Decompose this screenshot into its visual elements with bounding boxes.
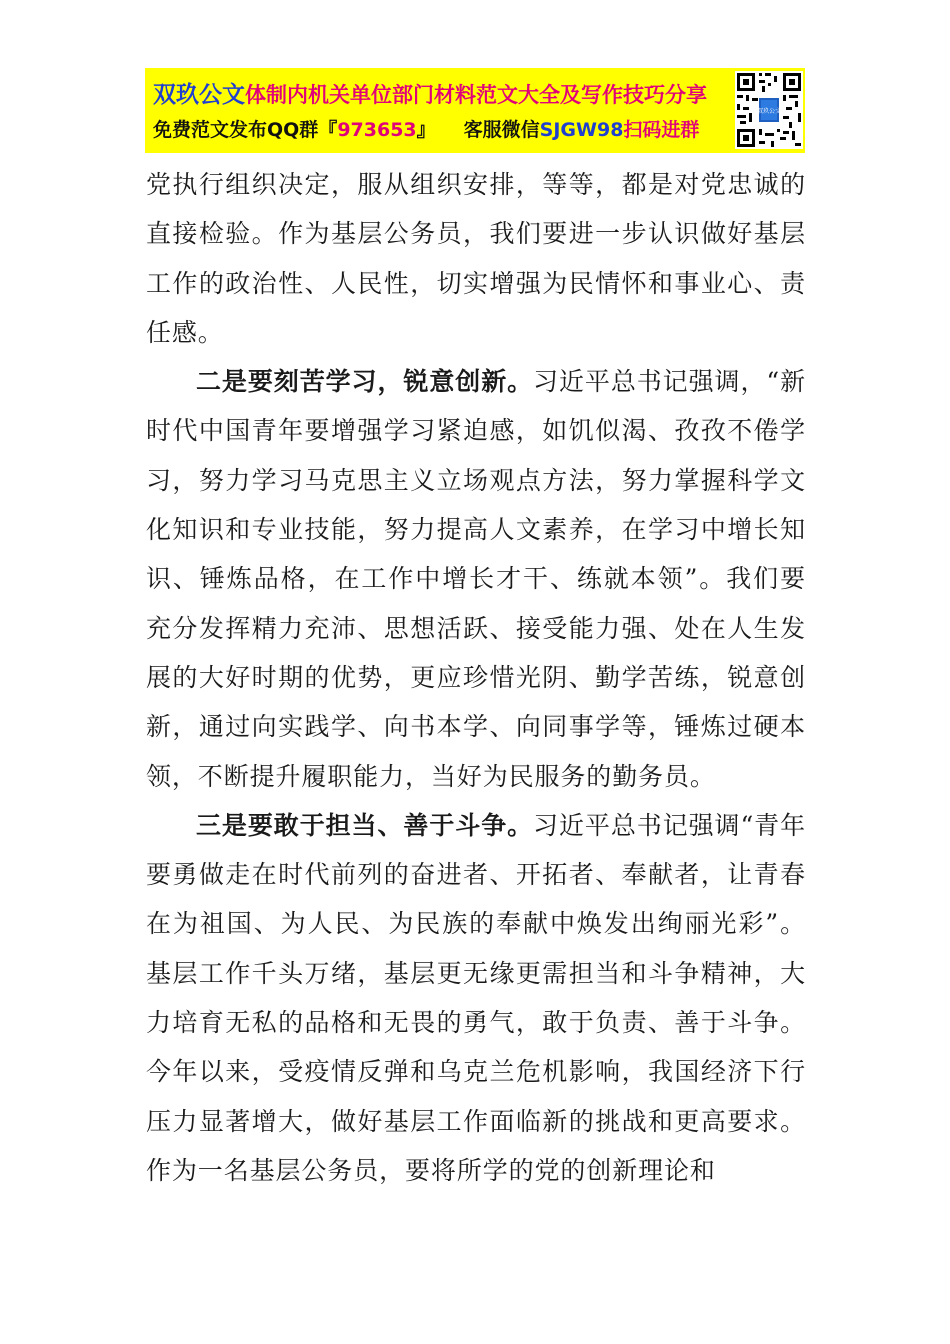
header-banner: [145, 68, 805, 153]
paragraph-3-heading: 三是要敢于担当、善于斗争。: [196, 810, 534, 840]
qr-code-icon[interactable]: [735, 71, 803, 149]
qq-group-label: 免费范文发布QQ群『: [153, 119, 338, 141]
article-body: [146, 160, 806, 1195]
paragraph-1: 党执行组织决定，服从组织安排，等等，都是对党忠诚的直接检验。作为基层公务员，我们要进一步认识做好基层工作的政治性、人民性，切实增强为民情怀和事业心、责任感。: [146, 170, 806, 347]
qq-group-number: 973653: [337, 119, 417, 141]
paragraph-2: [146, 357, 806, 801]
paragraph-2-text: 习近平总书记强调，“新时代中国青年要增强学习紧迫感，如饥似渴、孜孜不倦学习，努力学习马克思主义立场观点方法，努力掌握科学文化知识和专业技能，努力提高人文素养，在学习中增长知识、锤炼品格，在工作中增长才干、练就本领”。我们要充分发挥精力充沛、思想活跃、接受能力强、处在人生发展的大好时期的优势，更应珍惜光阴、勤学苦练，锐意创新，通过向实践学、向书本学、向同事学等，锤炼过硬本领，不断提升履职能力，当好为民服务的勤务员。: [146, 367, 806, 791]
wechat-tail: 扫码进群: [623, 119, 700, 141]
paragraph-3: [146, 801, 806, 1195]
wechat-label: 客服微信: [463, 119, 540, 141]
paragraph-2-heading: 二是要刻苦学习，锐意创新。: [196, 367, 534, 397]
qq-group-close: 』: [416, 119, 436, 141]
qr-code-graphic: [735, 71, 803, 149]
brand-name: 双玖公文: [153, 82, 245, 108]
wechat-id: SJGW98: [539, 119, 624, 141]
banner-line-1: [153, 76, 707, 109]
banner-line-2: [153, 115, 699, 142]
qr-caption: 双玖公文: [756, 108, 782, 115]
banner-slogan: 体制内机关单位部门材料范文大全及写作技巧分享: [245, 83, 707, 107]
paragraph-3-text: 习近平总书记强调“青年要勇做走在时代前列的奋进者、开拓者、奉献者，让青春在为祖国、为人民、为民族的奉献中焕发出绚丽光彩”。基层工作千头万绪，基层更无缘更需担当和斗争精神，大力培育无私的品格和无畏的勇气，敢于负责、善于斗争。今年以来，受疫情反弹和乌克兰危机影响，我国经济下行压力显著增大，做好基层工作面临新的挑战和更高要求。作为一名基层公务员，要将所学的党的创新理论和: [146, 810, 806, 1185]
